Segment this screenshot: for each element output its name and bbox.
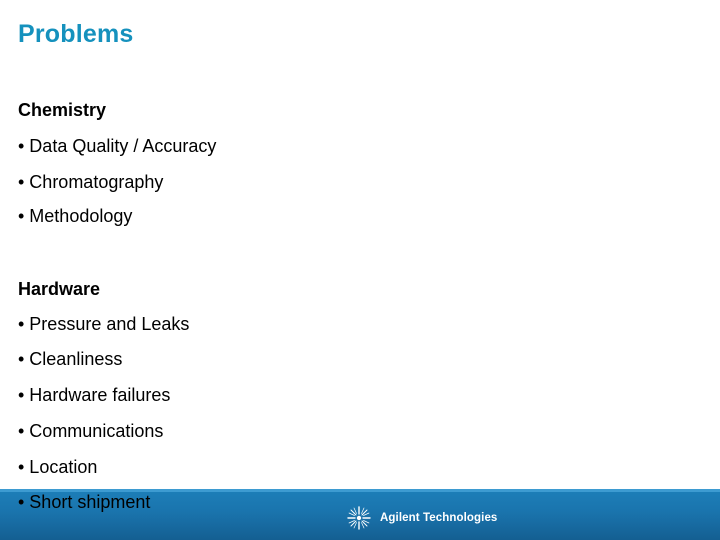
agilent-spark-icon [346, 505, 372, 531]
bullet-item: • Methodology [18, 206, 133, 226]
section-heading-hardware: Hardware [18, 279, 101, 299]
bullet-item: • Cleanliness [18, 349, 123, 369]
bullet-item: • Hardware failures [18, 385, 171, 405]
bullet-item: • Pressure and Leaks [18, 314, 190, 334]
bullet-item: • Short shipment [18, 492, 151, 512]
logo-text: Agilent Technologies [380, 512, 498, 524]
bullet-item: • Data Quality / Accuracy [18, 136, 217, 156]
bullet-item: • Communications [18, 421, 164, 441]
bullet-item: • Chromatography [18, 172, 164, 192]
slide-title: Problems [18, 20, 134, 48]
section-heading-chemistry: Chemistry [18, 100, 107, 120]
agilent-logo [346, 505, 497, 531]
bullet-item: • Location [18, 457, 98, 477]
